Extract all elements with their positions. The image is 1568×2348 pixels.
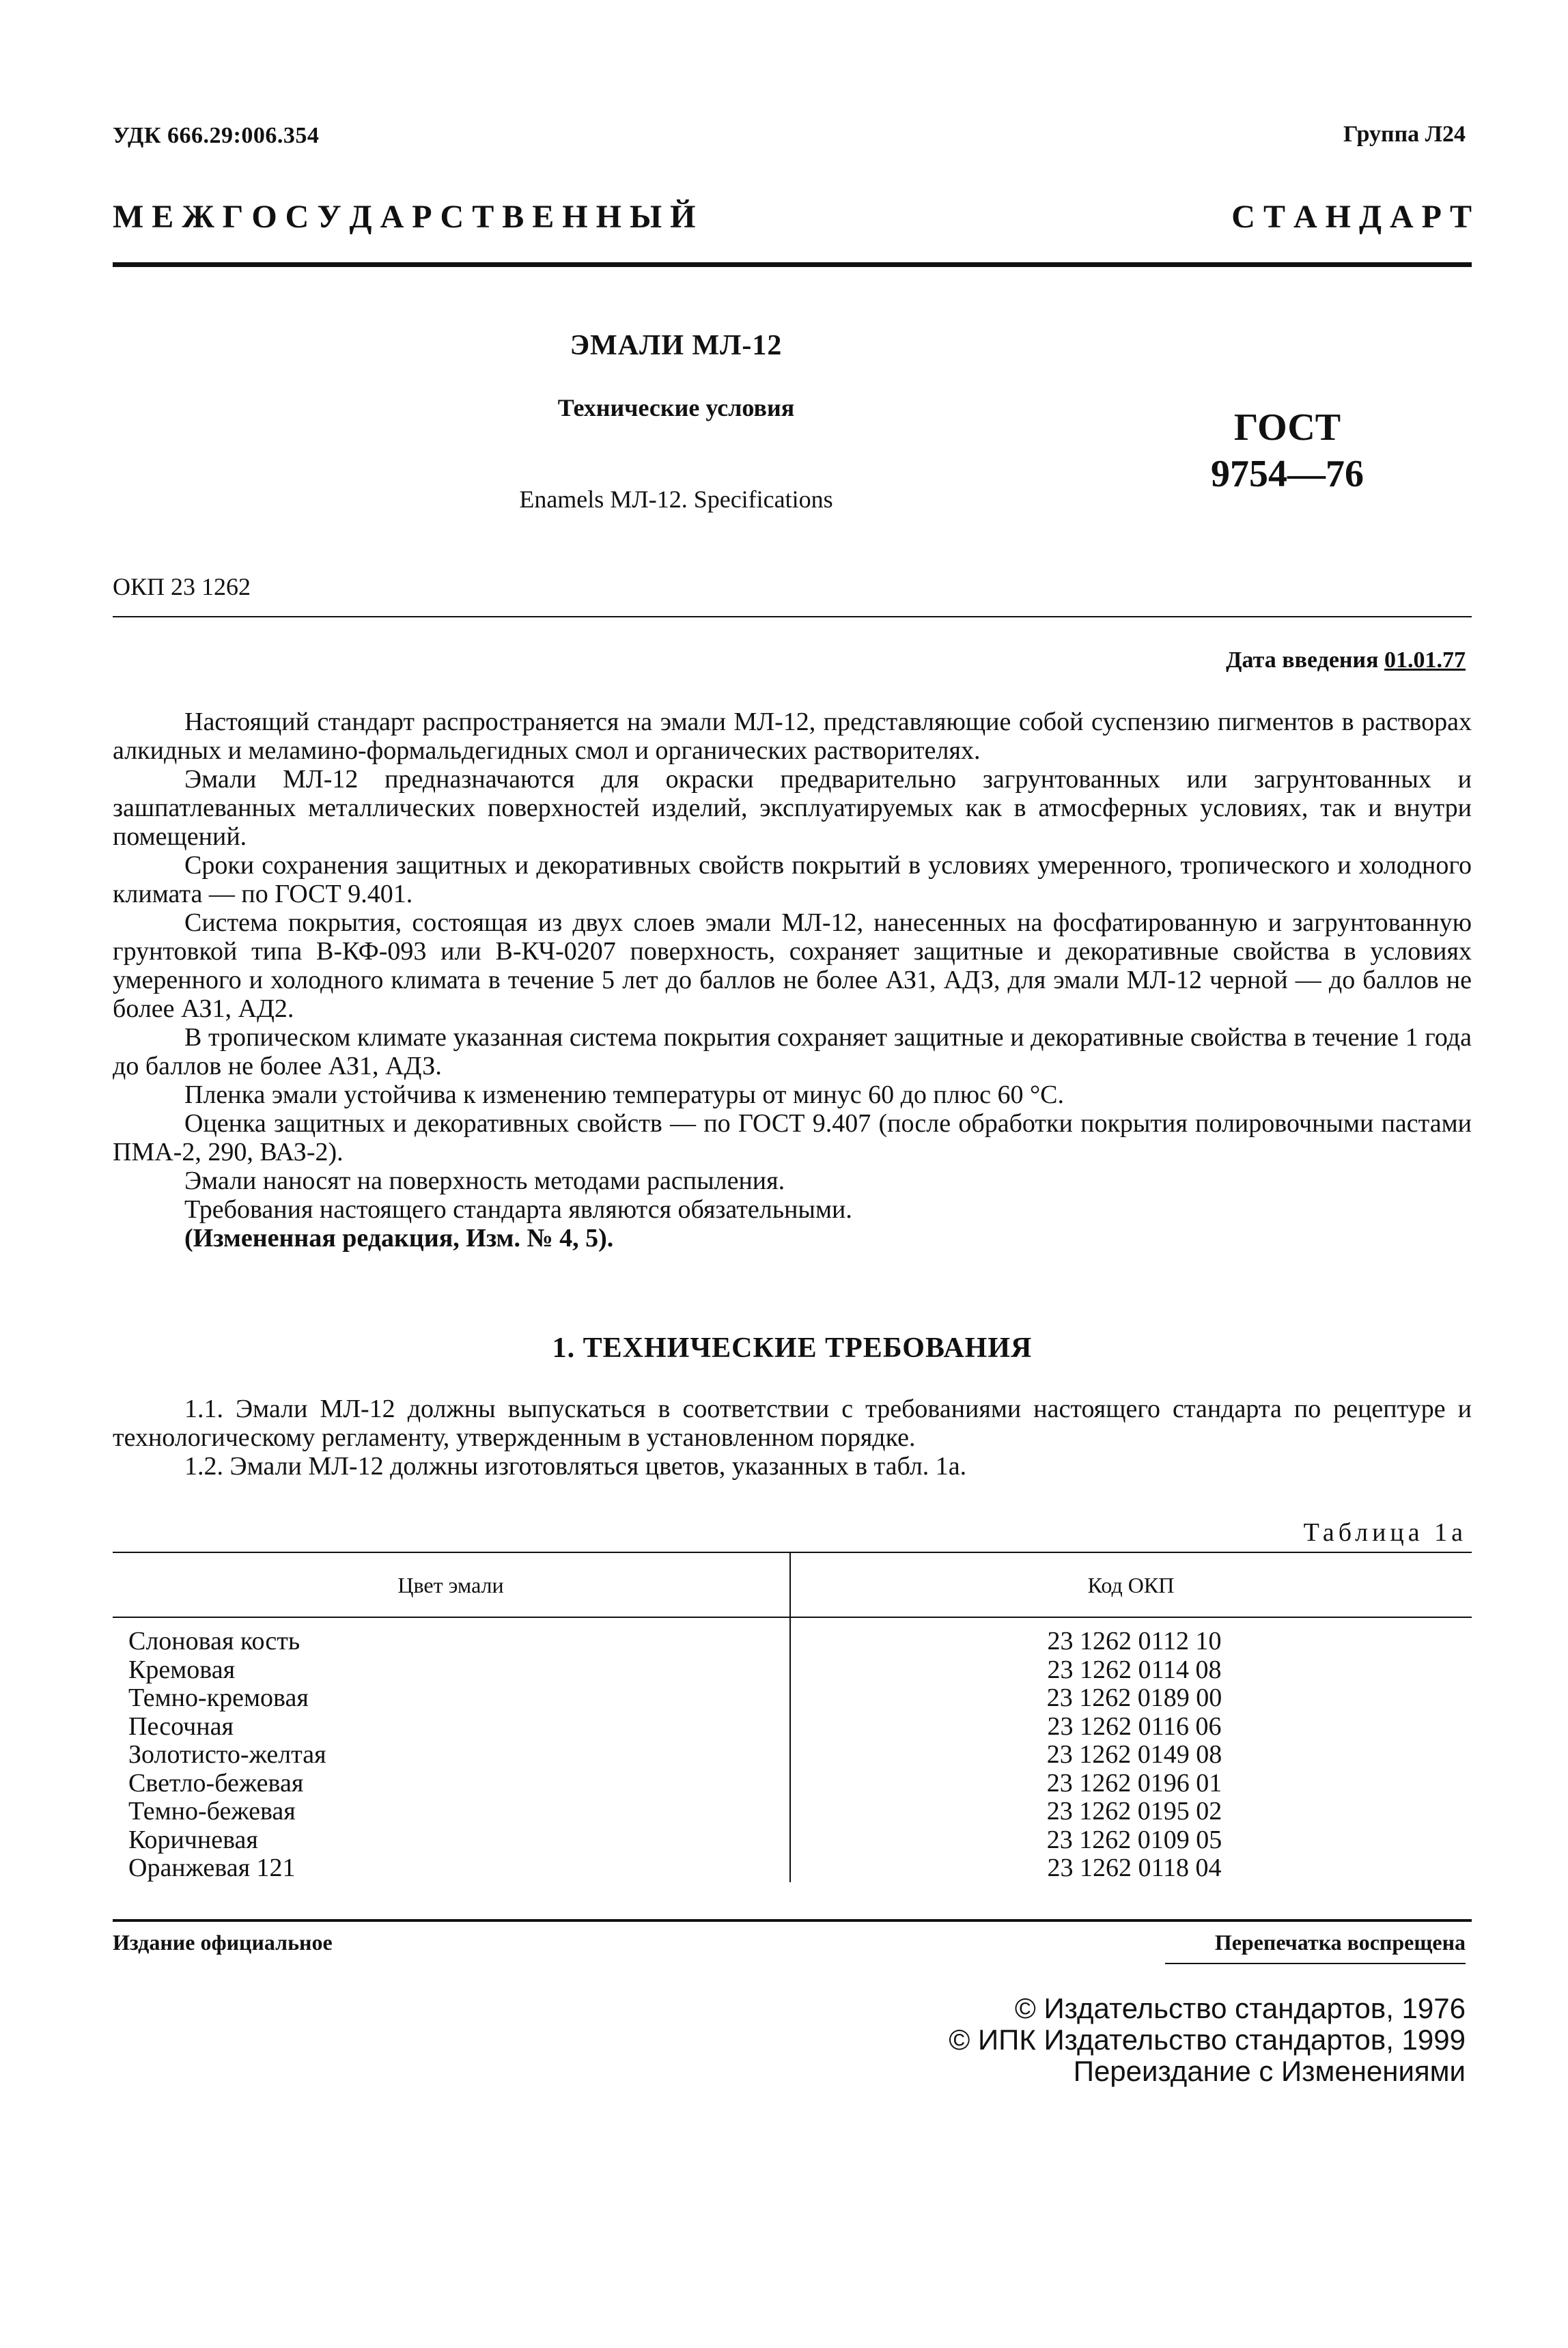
interstate-word: М Е Ж Г О С У Д А Р С Т В Е Н Н Ы Й xyxy=(113,199,696,235)
column-header-color: Цвет эмали xyxy=(397,1573,504,1597)
gost-number xyxy=(1175,404,1400,497)
reprint-underline xyxy=(1165,1963,1466,1964)
paragraph: Оценка защитных и декоративных свойств — по ГОСТ 9.407 (после обработки покрытия полировочными пастами ПМА-2, 290, ВАЗ-2). xyxy=(113,1109,1472,1166)
table-cell-color: Кремовая xyxy=(128,1655,236,1684)
table-cell-color: Темно-кремовая xyxy=(128,1683,309,1712)
document-subtitle: Технические условия xyxy=(557,394,795,421)
paragraph: Эмали МЛ-12 предназначаются для окраски предварительно загрунтованных или загрунтованных и зашпатлеванных металлических поверхностей изделий, эксплуатируемых как в атмосферных условиях, так и внутри помещений. xyxy=(113,765,1472,851)
paragraph: Пленка эмали устойчива к изменению температуры от минус 60 до плюс 60 °С. xyxy=(184,1080,1064,1109)
gost-label: ГОСТ xyxy=(1233,406,1341,449)
introduction-date xyxy=(1226,647,1466,673)
title-block-rule xyxy=(113,616,1472,617)
table-top-rule xyxy=(113,1552,1472,1553)
introduction-text xyxy=(113,708,1472,1253)
introduction-date-label: Дата введения xyxy=(1226,647,1379,673)
color-column xyxy=(128,1627,777,1883)
reprint-prohibited-label: Перепечатка воспрещена xyxy=(1214,1930,1466,1955)
paragraph: Настоящий стандарт распространяется на эмали МЛ-12, представляющие собой суспензию пигментов в растворах алкидных и меламино-формальдегидных смол и органических растворителях. xyxy=(113,708,1472,765)
header-rule xyxy=(113,262,1472,267)
table-cell-code: 23 1262 0195 02 xyxy=(1046,1797,1222,1826)
table-cell-code: 23 1262 0118 04 xyxy=(1047,1854,1222,1882)
section-text xyxy=(113,1395,1472,1481)
copyright-line: © ИПК Издательство стандартов, 1999 xyxy=(949,2024,1466,2056)
table-cell-code: 23 1262 0114 08 xyxy=(1047,1655,1222,1684)
copyright-block xyxy=(949,1993,1466,2087)
reissue-note: Переиздание с Изменениями xyxy=(1073,2055,1466,2087)
amendment-note: (Измененная редакция, Изм. № 4, 5). xyxy=(184,1224,614,1253)
okp-code-column xyxy=(796,1627,1472,1883)
section-title: 1. ТЕХНИЧЕСКИЕ ТРЕБОВАНИЯ xyxy=(552,1332,1033,1364)
gost-code: 9754—76 xyxy=(1211,453,1364,495)
table-cell-color: Коричневая xyxy=(128,1825,258,1854)
table-cell-code: 23 1262 0109 05 xyxy=(1046,1825,1222,1854)
table-cell-code: 23 1262 0196 01 xyxy=(1046,1768,1222,1798)
clause-1-1: 1.1. Эмали МЛ-12 должны выпускаться в соответствии с требованиями настоящего стандарта по рецептуре и технологическому регламенту, утвержденным в установленном порядке. xyxy=(113,1395,1472,1452)
clause-1-2: 1.2. Эмали МЛ-12 должны изготовляться цветов, указанных в табл. 1а. xyxy=(184,1452,967,1481)
table-caption: Таблица 1а xyxy=(1303,1518,1467,1547)
table-cell-code: 23 1262 0116 06 xyxy=(1047,1711,1222,1741)
paragraph: Система покрытия, состоящая из двух слоев эмали МЛ-12, нанесенных на фосфатированную и загрунтованную грунтовкой типа В-КФ-093 или В-КЧ-0207 поверхность, сохраняет защитные и декоративные свойства в условиях умеренного и холодного климата в течение 5 лет до баллов не более АЗ1, АДЗ, для эмали МЛ-12 черной — до баллов не более АЗ1, АД2. xyxy=(113,908,1472,1023)
table-cell-color: Слоновая кость xyxy=(128,1627,300,1655)
english-title: Enamels МЛ-12. Specifications xyxy=(519,486,833,513)
table-cell-color: Оранжевая 121 xyxy=(128,1854,296,1882)
table-cell-code: 23 1262 0189 00 xyxy=(1046,1683,1222,1712)
group-code: Группа Л24 xyxy=(1343,122,1466,147)
udk-code: УДК 666.29:006.354 xyxy=(113,123,320,148)
okp-code: ОКП 23 1262 xyxy=(113,573,251,600)
interstate-standard-heading xyxy=(113,198,1472,236)
copyright-line: © Издательство стандартов, 1976 xyxy=(1014,1992,1466,2024)
column-header-okp-code: Код ОКП xyxy=(1087,1573,1175,1597)
paragraph: Сроки сохранения защитных и декоративных свойств покрытий в условиях умеренного, тропического и холодного климата — по ГОСТ 9.401. xyxy=(113,851,1472,908)
paragraph: Требования настоящего стандарта являются обязательными. xyxy=(184,1195,852,1224)
table-header-rule xyxy=(113,1617,1472,1618)
official-edition-label: Издание официальное xyxy=(113,1930,333,1955)
table-column-divider xyxy=(789,1552,791,1882)
table-cell-code: 23 1262 0149 08 xyxy=(1046,1740,1222,1769)
introduction-date-value: 01.01.77 xyxy=(1384,647,1466,673)
paragraph: Эмали наносят на поверхность методами распыления. xyxy=(184,1166,785,1195)
paragraph: В тропическом климате указанная система покрытия сохраняет защитные и декоративные свойства в течение 1 года до баллов не более АЗ1, АДЗ. xyxy=(113,1023,1472,1080)
table-cell-color: Светло-бежевая xyxy=(128,1768,304,1798)
standard-word: С Т А Н Д А Р Т xyxy=(1231,199,1472,235)
document-title: ЭМАЛИ МЛ-12 xyxy=(570,330,783,361)
table-cell-color: Песочная xyxy=(128,1711,234,1741)
table-cell-color: Темно-бежевая xyxy=(128,1797,296,1826)
table-cell-color: Золотисто-желтая xyxy=(128,1740,326,1769)
table-cell-code: 23 1262 0112 10 xyxy=(1047,1627,1222,1655)
footer-rule xyxy=(113,1919,1472,1922)
